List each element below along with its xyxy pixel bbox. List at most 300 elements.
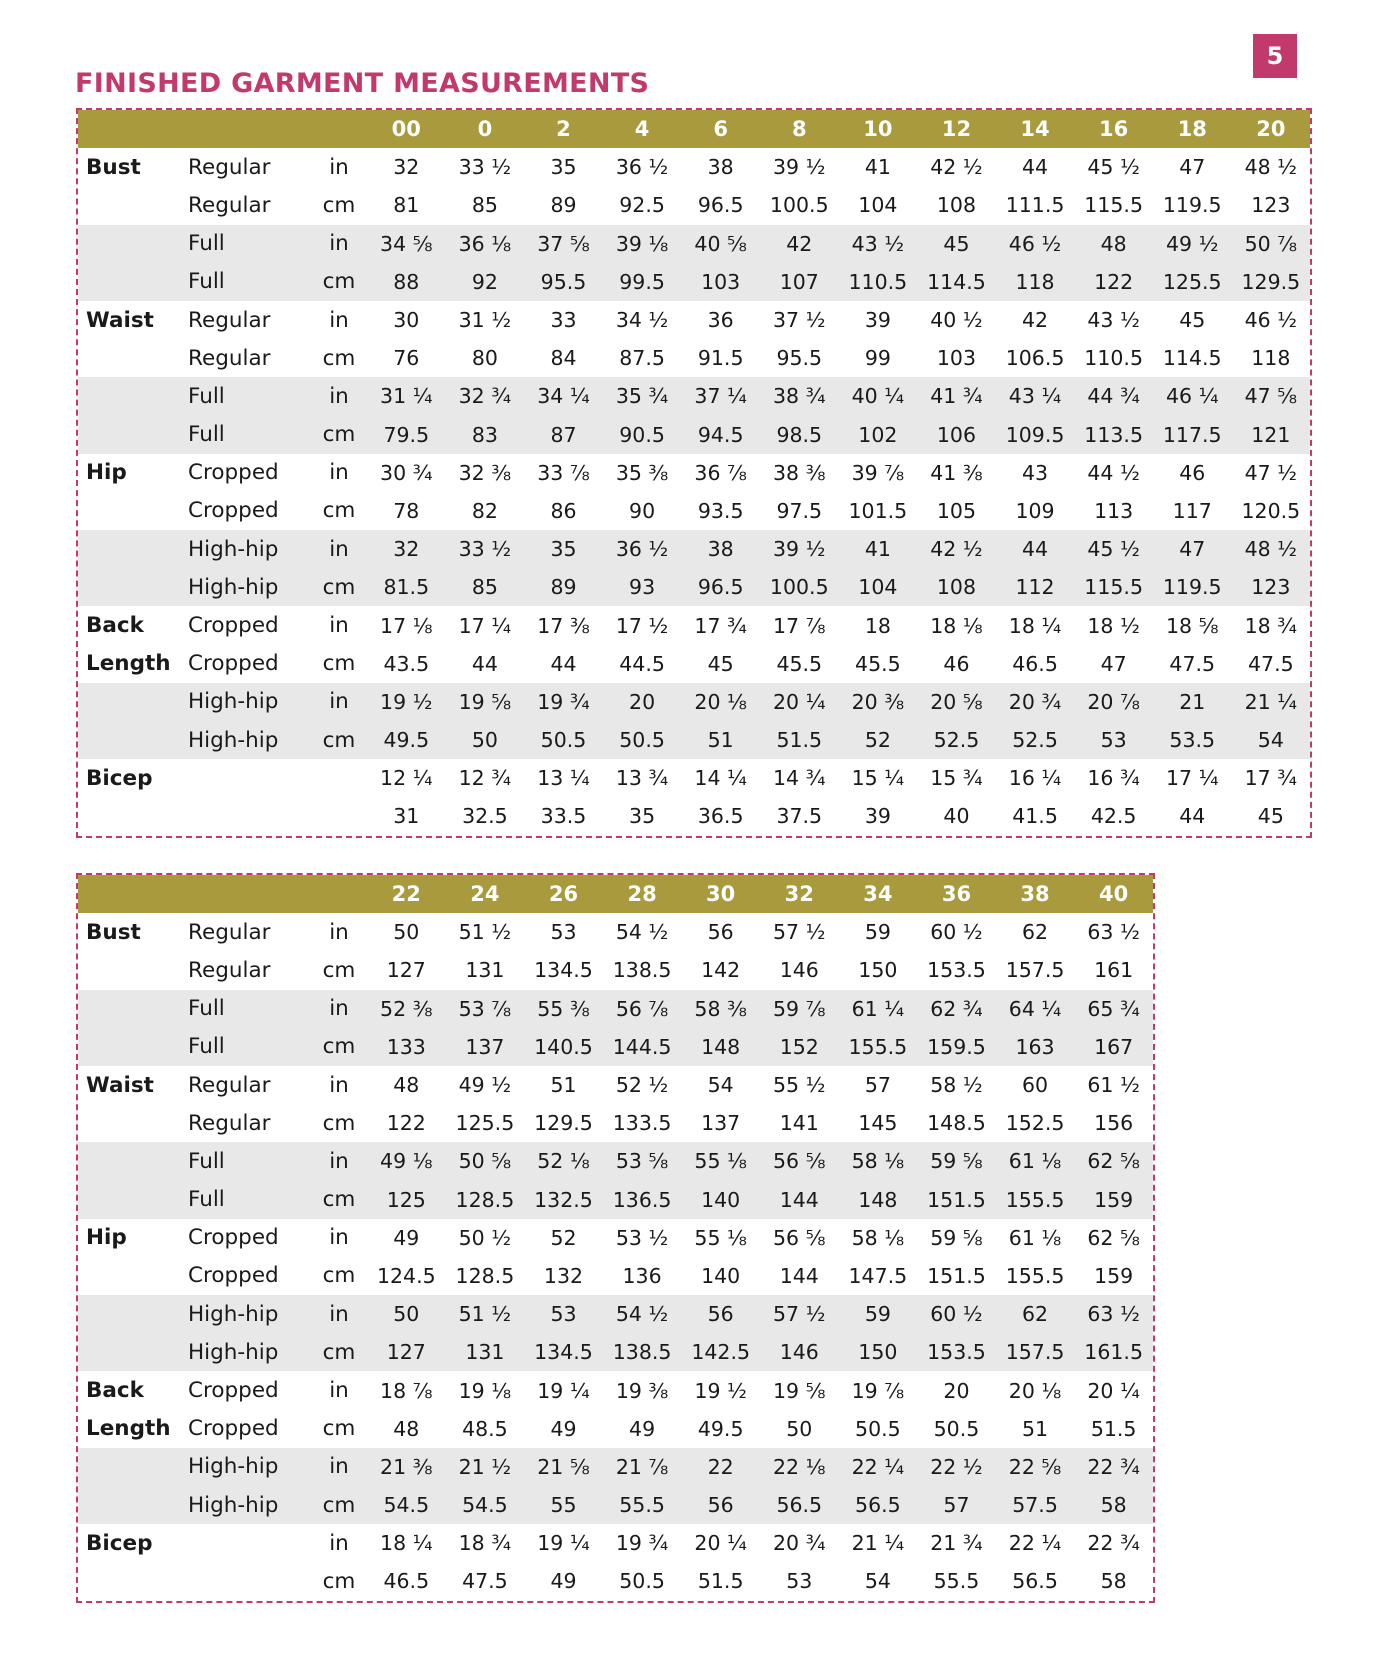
measurement-value: 159 bbox=[1094, 1263, 1134, 1288]
measurement-value: 147.5 bbox=[848, 1263, 908, 1288]
measurement-value: 55 bbox=[550, 1493, 577, 1518]
measurement-value: 20 ¼ bbox=[1087, 1378, 1140, 1403]
measurement-value: 17 ¾ bbox=[694, 613, 747, 638]
measurement-category bbox=[78, 492, 186, 530]
measurement-value: 48 ½ bbox=[1244, 155, 1298, 180]
measurement-row bbox=[78, 1219, 1153, 1257]
measurement-variant: Regular bbox=[188, 919, 271, 945]
measurement-value: 45 bbox=[943, 231, 970, 256]
measurement-value: 89 bbox=[550, 193, 577, 218]
measurement-value: 50.5 bbox=[933, 1416, 980, 1441]
measurement-value: 53 bbox=[786, 1569, 813, 1594]
measurement-value: 17 ½ bbox=[615, 613, 669, 638]
measurement-value: 95.5 bbox=[540, 269, 587, 294]
measurement-unit: cm bbox=[322, 1034, 356, 1060]
measurement-row bbox=[78, 759, 1310, 797]
measurement-value: 57 ½ bbox=[773, 920, 826, 945]
measurement-row bbox=[78, 951, 1153, 989]
size-header-cell: 20 bbox=[1256, 117, 1286, 142]
measurement-value: 59 ⅞ bbox=[773, 996, 826, 1021]
measurement-value: 20 bbox=[943, 1378, 970, 1403]
measurement-value: 59 bbox=[864, 1302, 891, 1327]
measurement-variant: High-hip bbox=[188, 727, 279, 753]
page-number-badge bbox=[1253, 34, 1297, 78]
measurement-variant: Regular bbox=[188, 345, 271, 371]
measurement-unit bbox=[311, 797, 367, 835]
measurement-row bbox=[78, 1295, 1153, 1333]
measurement-value: 114.5 bbox=[1162, 346, 1222, 371]
measurement-value: 46 bbox=[1179, 460, 1206, 485]
header-blank-cell bbox=[78, 875, 186, 913]
measurement-value: 60 ½ bbox=[930, 1302, 983, 1327]
measurement-category bbox=[78, 1028, 186, 1066]
measurement-value: 34 ⅝ bbox=[380, 231, 433, 256]
measurement-value: 148 bbox=[701, 1034, 741, 1059]
measurement-value: 60 ½ bbox=[930, 920, 983, 945]
size-header-cell: 12 bbox=[941, 117, 972, 142]
measurement-value: 48 bbox=[393, 1073, 420, 1098]
measurement-value: 35 bbox=[629, 804, 656, 829]
measurement-value: 47 ½ bbox=[1244, 460, 1298, 485]
size-header-cell: 32 bbox=[784, 882, 814, 907]
page-number: 5 bbox=[1266, 42, 1284, 70]
measurement-value: 59 bbox=[864, 920, 891, 945]
measurement-value: 42.5 bbox=[1090, 804, 1137, 829]
measurement-value: 36.5 bbox=[697, 804, 744, 829]
measurement-value: 47.5 bbox=[1169, 651, 1216, 676]
measurement-row bbox=[78, 148, 1310, 186]
measurement-value: 92.5 bbox=[619, 193, 665, 218]
measurement-value: 53 ⅞ bbox=[458, 996, 512, 1021]
measurement-unit: in bbox=[329, 536, 349, 562]
measurement-unit: in bbox=[329, 613, 349, 639]
measurement-value: 83 bbox=[471, 422, 498, 447]
measurement-value: 61 ¼ bbox=[851, 996, 905, 1021]
measurement-value: 22 ⅝ bbox=[1008, 1454, 1062, 1479]
measurement-category: Length bbox=[86, 651, 171, 677]
measurement-row bbox=[78, 683, 1310, 721]
measurement-value: 19 ⅜ bbox=[615, 1378, 669, 1403]
measurement-value: 151.5 bbox=[927, 1263, 986, 1288]
measurement-value: 55 ⅜ bbox=[537, 996, 590, 1021]
measurement-value: 56.5 bbox=[776, 1493, 823, 1518]
measurement-value: 84 bbox=[550, 346, 577, 371]
size-header-cell: 18 bbox=[1177, 117, 1207, 142]
measurement-value: 43 bbox=[1022, 460, 1049, 485]
measurement-value: 129.5 bbox=[534, 1111, 593, 1136]
measurement-value: 120.5 bbox=[1241, 498, 1301, 523]
measurement-row bbox=[78, 186, 1310, 224]
measurement-value: 80 bbox=[471, 346, 498, 371]
measurement-category bbox=[78, 416, 186, 454]
measurement-value: 44 ½ bbox=[1087, 460, 1140, 485]
measurement-category bbox=[78, 1562, 186, 1600]
measurement-value: 17 ⅞ bbox=[773, 613, 826, 638]
measurement-value: 36 ½ bbox=[615, 155, 669, 180]
measurement-unit: in bbox=[329, 1072, 349, 1098]
measurement-value: 85 bbox=[471, 575, 498, 600]
measurement-value: 46.5 bbox=[1012, 651, 1058, 676]
measurement-value: 58 ⅜ bbox=[694, 996, 747, 1021]
measurement-unit: in bbox=[329, 231, 349, 257]
measurement-value: 115.5 bbox=[1084, 575, 1143, 600]
measurement-unit: cm bbox=[322, 727, 356, 753]
measurement-value: 159 bbox=[1094, 1187, 1134, 1212]
measurement-value: 56 bbox=[707, 1493, 734, 1518]
measurement-row bbox=[78, 721, 1310, 759]
measurement-value: 48 ½ bbox=[1244, 537, 1298, 562]
measurement-value: 118 bbox=[1015, 269, 1055, 294]
measurement-value: 60 bbox=[1022, 1073, 1049, 1098]
measurement-value: 142.5 bbox=[691, 1340, 751, 1365]
measurement-variant: Cropped bbox=[188, 498, 279, 524]
measurement-value: 106.5 bbox=[1005, 346, 1065, 371]
measurement-value: 19 ⅛ bbox=[458, 1378, 512, 1403]
measurement-value: 20 ¼ bbox=[694, 1531, 747, 1556]
measurement-value: 39 ½ bbox=[773, 155, 826, 180]
measurement-table-wrapper-2 bbox=[76, 873, 1155, 1603]
measurement-value: 44 bbox=[1022, 537, 1049, 562]
measurement-value: 19 ¼ bbox=[537, 1378, 590, 1403]
measurement-value: 79.5 bbox=[383, 422, 430, 447]
measurement-row bbox=[78, 1104, 1153, 1142]
measurement-value: 85 bbox=[471, 193, 498, 218]
measurement-value: 21 ⅜ bbox=[380, 1454, 433, 1479]
measurement-value: 34 ¼ bbox=[537, 384, 590, 409]
measurement-value: 20 ⅜ bbox=[851, 689, 905, 714]
measurement-value: 18 ⅞ bbox=[380, 1378, 433, 1403]
measurement-value: 19 ⅝ bbox=[773, 1378, 826, 1403]
measurement-value: 49 bbox=[550, 1416, 577, 1441]
measurement-row bbox=[78, 1066, 1153, 1104]
measurement-unit: in bbox=[329, 1148, 349, 1174]
measurement-value: 31 ½ bbox=[458, 308, 512, 333]
header-blank-cell bbox=[186, 875, 311, 913]
measurement-value: 20 ⅝ bbox=[930, 689, 983, 714]
measurement-row bbox=[78, 301, 1310, 339]
measurement-variant: Regular bbox=[188, 307, 271, 333]
measurement-value: 39 bbox=[864, 804, 891, 829]
measurement-value: 140.5 bbox=[534, 1034, 593, 1059]
measurement-value: 100.5 bbox=[769, 193, 829, 218]
measurement-row bbox=[78, 377, 1310, 415]
measurement-variant: Full bbox=[188, 231, 225, 257]
size-header-cell: 26 bbox=[548, 882, 579, 907]
measurement-value: 133 bbox=[386, 1034, 426, 1059]
size-header-cell: 40 bbox=[1099, 882, 1129, 907]
size-header-cell: 24 bbox=[470, 882, 500, 907]
measurement-category: Waist bbox=[86, 1072, 154, 1098]
measurement-value: 62 ⅝ bbox=[1087, 1149, 1140, 1174]
measurement-value: 16 ¾ bbox=[1087, 766, 1140, 791]
measurement-value: 36 ⅞ bbox=[694, 460, 747, 485]
measurement-value: 131 bbox=[465, 1340, 505, 1365]
measurement-value: 145 bbox=[858, 1111, 898, 1136]
measurement-value: 52 ⅛ bbox=[537, 1149, 590, 1174]
measurement-value: 55 ⅛ bbox=[694, 1149, 747, 1174]
measurement-value: 48.5 bbox=[462, 1416, 508, 1441]
measurement-value: 150 bbox=[858, 958, 898, 983]
measurement-value: 127 bbox=[386, 1340, 426, 1365]
measurement-value: 45 ½ bbox=[1087, 155, 1140, 180]
measurement-unit: in bbox=[329, 689, 349, 715]
measurement-value: 89 bbox=[550, 575, 577, 600]
measurement-value: 43.5 bbox=[383, 651, 430, 676]
measurement-value: 87.5 bbox=[619, 346, 665, 371]
measurement-value: 110.5 bbox=[1084, 346, 1143, 371]
measurement-value: 146 bbox=[779, 1340, 819, 1365]
measurement-category: Back bbox=[86, 1378, 144, 1404]
measurement-value: 101.5 bbox=[848, 498, 908, 523]
measurement-category bbox=[78, 339, 186, 377]
measurement-value: 49 bbox=[629, 1416, 656, 1441]
measurement-value: 132.5 bbox=[534, 1187, 593, 1212]
size-header-cell: 38 bbox=[1020, 882, 1050, 907]
measurement-value: 95.5 bbox=[776, 346, 823, 371]
measurement-value: 36 ½ bbox=[615, 537, 669, 562]
measurement-value: 45.5 bbox=[776, 651, 823, 676]
measurement-value: 44 bbox=[1179, 804, 1206, 829]
measurement-unit: cm bbox=[322, 1568, 356, 1594]
measurement-variant: Regular bbox=[188, 192, 271, 218]
measurement-value: 123 bbox=[1251, 575, 1291, 600]
measurement-variant: Full bbox=[188, 422, 225, 448]
measurement-value: 144 bbox=[779, 1263, 819, 1288]
measurement-category: Bust bbox=[86, 154, 141, 180]
measurement-category bbox=[78, 568, 186, 606]
measurement-row bbox=[78, 797, 1310, 835]
measurement-value: 161.5 bbox=[1084, 1340, 1143, 1365]
measurement-value: 17 ⅜ bbox=[537, 613, 590, 638]
size-header-cell: 30 bbox=[706, 882, 736, 907]
measurement-value: 42 ½ bbox=[930, 537, 983, 562]
measurement-value: 157.5 bbox=[1005, 958, 1065, 983]
measurement-value: 97.5 bbox=[776, 498, 823, 523]
measurement-value: 56 ⅝ bbox=[773, 1225, 826, 1250]
measurement-value: 57 ½ bbox=[773, 1302, 826, 1327]
measurement-unit: cm bbox=[322, 1263, 356, 1289]
measurement-value: 38 bbox=[707, 155, 734, 180]
measurement-category bbox=[78, 1257, 186, 1295]
measurement-variant: High-hip bbox=[188, 1492, 279, 1518]
measurement-value: 44.5 bbox=[619, 651, 665, 676]
measurement-value: 20 ⅛ bbox=[694, 689, 747, 714]
measurement-row bbox=[78, 225, 1310, 263]
measurement-value: 18 bbox=[864, 613, 891, 638]
measurement-value: 47.5 bbox=[1248, 651, 1294, 676]
measurement-value: 44 bbox=[550, 651, 577, 676]
measurement-value: 122 bbox=[1094, 269, 1134, 294]
measurement-value: 49 ⅛ bbox=[380, 1149, 433, 1174]
measurement-row bbox=[78, 1448, 1153, 1486]
measurement-value: 19 ¼ bbox=[537, 1531, 590, 1556]
measurement-category bbox=[78, 1142, 186, 1180]
measurement-value: 88 bbox=[393, 269, 420, 294]
measurement-row bbox=[78, 339, 1310, 377]
measurement-value: 31 ¼ bbox=[380, 384, 433, 409]
measurement-category bbox=[78, 1486, 186, 1524]
measurement-value: 153.5 bbox=[927, 958, 986, 983]
measurement-value: 21 bbox=[1179, 689, 1206, 714]
measurement-value: 46.5 bbox=[383, 1569, 430, 1594]
measurement-value: 62 bbox=[1022, 920, 1049, 945]
measurement-value: 50 ⅞ bbox=[1244, 231, 1298, 256]
measurement-value: 58 ½ bbox=[930, 1073, 983, 1098]
measurement-value: 117.5 bbox=[1162, 422, 1222, 447]
measurement-category bbox=[78, 683, 186, 721]
measurement-unit: in bbox=[329, 996, 349, 1022]
measurement-value: 21 ⅝ bbox=[537, 1454, 590, 1479]
size-header-cell: 34 bbox=[863, 882, 893, 907]
measurement-row bbox=[78, 1142, 1153, 1180]
measurement-unit: in bbox=[329, 154, 349, 180]
measurement-value: 15 ¼ bbox=[851, 766, 905, 791]
measurement-value: 46 bbox=[943, 651, 970, 676]
measurement-unit: cm bbox=[322, 1110, 356, 1136]
measurement-value: 54.5 bbox=[383, 1493, 430, 1518]
measurement-value: 35 ¾ bbox=[615, 384, 669, 409]
measurement-value: 113.5 bbox=[1084, 422, 1143, 447]
measurement-value: 140 bbox=[701, 1187, 741, 1212]
measurement-value: 52 bbox=[864, 728, 891, 753]
size-header-cell: 10 bbox=[863, 117, 893, 142]
measurement-row bbox=[78, 913, 1153, 951]
measurement-unit: in bbox=[329, 1301, 349, 1327]
measurement-value: 52 bbox=[550, 1225, 577, 1250]
measurement-value: 16 ¼ bbox=[1008, 766, 1062, 791]
measurement-value: 96.5 bbox=[697, 575, 744, 600]
measurement-value: 38 ⅜ bbox=[773, 460, 826, 485]
measurement-value: 39 ⅞ bbox=[851, 460, 905, 485]
measurement-value: 155.5 bbox=[1005, 1263, 1065, 1288]
measurement-value: 54 ½ bbox=[615, 1302, 669, 1327]
measurement-unit: cm bbox=[322, 651, 356, 677]
measurement-value: 142 bbox=[701, 958, 741, 983]
measurement-value: 138.5 bbox=[612, 1340, 672, 1365]
measurement-row bbox=[78, 263, 1310, 301]
measurement-value: 140 bbox=[701, 1263, 741, 1288]
measurement-value: 62 ⅝ bbox=[1087, 1225, 1140, 1250]
measurement-row bbox=[78, 606, 1310, 644]
measurement-value: 19 ¾ bbox=[537, 689, 590, 714]
measurement-category: Bicep bbox=[86, 765, 153, 791]
measurement-value: 59 ⅝ bbox=[930, 1225, 983, 1250]
measurement-variant: Cropped bbox=[188, 1416, 279, 1442]
measurement-value: 17 ¾ bbox=[1244, 766, 1298, 791]
measurement-value: 18 ½ bbox=[1087, 613, 1140, 638]
measurement-value: 22 bbox=[707, 1454, 734, 1479]
measurement-variant: High-hip bbox=[188, 1339, 279, 1365]
measurement-value: 32 ⅜ bbox=[458, 460, 512, 485]
measurement-value: 151.5 bbox=[927, 1187, 986, 1212]
measurement-value: 138.5 bbox=[612, 958, 672, 983]
measurement-value: 54.5 bbox=[462, 1493, 508, 1518]
measurement-value: 141 bbox=[779, 1111, 819, 1136]
measurement-value: 22 ⅛ bbox=[773, 1454, 826, 1479]
measurement-value: 40 bbox=[943, 804, 970, 829]
measurement-value: 136.5 bbox=[612, 1187, 672, 1212]
measurement-value: 46 ¼ bbox=[1165, 384, 1219, 409]
measurement-value: 61 ⅛ bbox=[1008, 1225, 1062, 1250]
measurement-variant: Cropped bbox=[188, 651, 279, 677]
measurement-value: 40 ¼ bbox=[851, 384, 905, 409]
measurement-value: 114.5 bbox=[927, 269, 986, 294]
measurement-row bbox=[78, 492, 1310, 530]
measurement-category bbox=[78, 186, 186, 224]
measurement-category bbox=[78, 1448, 186, 1486]
measurement-unit: cm bbox=[322, 192, 356, 218]
measurement-value: 45 ½ bbox=[1087, 537, 1140, 562]
measurement-value: 15 ¾ bbox=[930, 766, 983, 791]
header-blank-cell bbox=[311, 110, 367, 148]
measurement-value: 119.5 bbox=[1162, 575, 1222, 600]
measurement-value: 128.5 bbox=[455, 1263, 515, 1288]
measurement-value: 86 bbox=[550, 498, 577, 523]
measurement-value: 50.5 bbox=[855, 1416, 901, 1441]
measurement-value: 53 bbox=[550, 920, 577, 945]
measurement-value: 50 bbox=[393, 920, 420, 945]
header-blank-cell bbox=[78, 110, 186, 148]
measurement-value: 108 bbox=[936, 193, 977, 218]
measurement-variant: Full bbox=[188, 996, 225, 1022]
measurement-value: 21 ½ bbox=[458, 1454, 512, 1479]
measurement-value: 20 bbox=[629, 689, 656, 714]
measurement-value: 55 ½ bbox=[773, 1073, 826, 1098]
measurement-variant: High-hip bbox=[188, 1301, 279, 1327]
measurement-table-1 bbox=[78, 110, 1310, 836]
measurement-value: 22 ¾ bbox=[1087, 1531, 1140, 1556]
measurement-variant: Full bbox=[188, 1148, 225, 1174]
measurement-variant: Cropped bbox=[188, 1378, 279, 1404]
measurement-unit: cm bbox=[322, 1416, 356, 1442]
measurement-value: 47 bbox=[1100, 651, 1127, 676]
measurement-variant: Regular bbox=[188, 1110, 271, 1136]
measurement-category: Hip bbox=[86, 460, 127, 486]
measurement-value: 19 ½ bbox=[380, 689, 433, 714]
measurement-unit: cm bbox=[322, 345, 356, 371]
measurement-unit: in bbox=[329, 1225, 349, 1251]
measurement-value: 51 bbox=[1022, 1416, 1049, 1441]
measurement-value: 43 ½ bbox=[851, 231, 905, 256]
measurement-value: 18 ⅝ bbox=[1165, 613, 1219, 638]
measurement-value: 34 ½ bbox=[615, 308, 669, 333]
measurement-value: 21 ⅞ bbox=[615, 1454, 669, 1479]
measurement-row bbox=[78, 1562, 1153, 1600]
measurement-value: 17 ⅛ bbox=[380, 613, 433, 638]
measurement-value: 133.5 bbox=[612, 1111, 672, 1136]
measurement-value: 53 bbox=[1100, 728, 1127, 753]
measurement-value: 58 bbox=[1100, 1569, 1127, 1594]
measurement-value: 37 ¼ bbox=[694, 384, 747, 409]
measurement-value: 76 bbox=[393, 346, 420, 371]
measurement-value: 153.5 bbox=[927, 1340, 986, 1365]
measurement-value: 47 bbox=[1179, 155, 1206, 180]
measurement-value: 18 ⅛ bbox=[930, 613, 983, 638]
measurement-value: 56 bbox=[707, 1302, 734, 1327]
measurement-value: 41 bbox=[864, 537, 891, 562]
measurement-value: 35 bbox=[550, 537, 577, 562]
size-header-cell: 8 bbox=[791, 117, 807, 142]
measurement-value: 58 ⅛ bbox=[851, 1149, 905, 1174]
measurement-category bbox=[78, 797, 186, 835]
measurement-value: 20 ⅞ bbox=[1087, 689, 1140, 714]
measurement-value: 55 ⅛ bbox=[694, 1225, 747, 1250]
measurement-value: 125 bbox=[386, 1187, 426, 1212]
header-blank-cell bbox=[186, 110, 311, 148]
measurement-value: 32 bbox=[393, 155, 420, 180]
measurement-value: 148.5 bbox=[927, 1111, 986, 1136]
measurement-value: 20 ¾ bbox=[1008, 689, 1062, 714]
